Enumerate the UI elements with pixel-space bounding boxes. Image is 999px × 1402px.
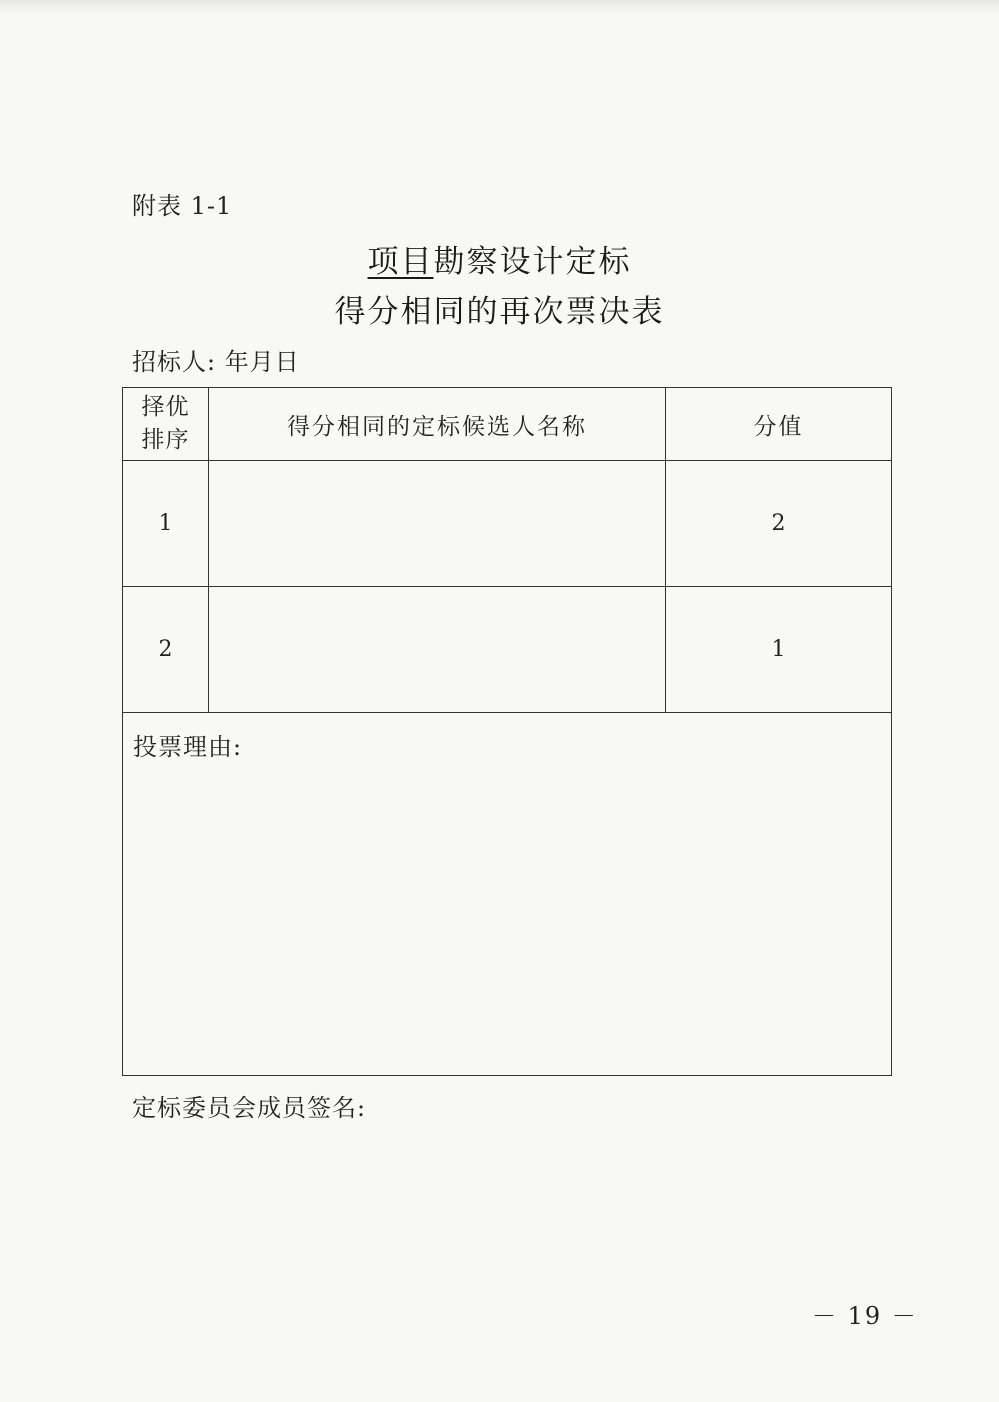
page-number: － 19 － xyxy=(812,1302,918,1330)
header-rank-line2: 排序 xyxy=(141,427,190,453)
row-candidate-name[interactable] xyxy=(209,587,666,713)
reason-row xyxy=(123,713,892,1076)
header-score: 分值 xyxy=(666,388,892,461)
appendix-label: 附表 1-1 xyxy=(132,192,233,220)
tenderer-date-line: 招标人: 年月日 xyxy=(132,348,300,376)
table-row xyxy=(123,587,892,713)
vote-reason-area[interactable] xyxy=(123,713,892,1076)
document-title-line1 xyxy=(0,236,999,281)
header-candidate-name: 得分相同的定标候选人名称 xyxy=(209,388,666,461)
document-title-line2: 得分相同的再次票决表 xyxy=(334,294,665,330)
table-row xyxy=(123,461,892,587)
committee-signature-label: 定标委员会成员签名: xyxy=(132,1094,367,1122)
scan-edge-shade xyxy=(0,0,999,14)
vote-reason-label: 投票理由: xyxy=(133,733,243,761)
title-project-underlined: 项目 xyxy=(367,244,434,280)
table-header-row xyxy=(123,388,892,461)
row-rank: 1 xyxy=(123,461,209,587)
header-rank-line1: 择优 xyxy=(141,394,190,420)
header-rank xyxy=(123,388,209,461)
row-candidate-name[interactable] xyxy=(209,461,666,587)
row-rank: 2 xyxy=(123,587,209,713)
revote-table xyxy=(122,387,892,1076)
row-score: 2 xyxy=(666,461,892,587)
title-line1-rest: 勘察设计定标 xyxy=(433,244,632,280)
row-score: 1 xyxy=(666,587,892,713)
